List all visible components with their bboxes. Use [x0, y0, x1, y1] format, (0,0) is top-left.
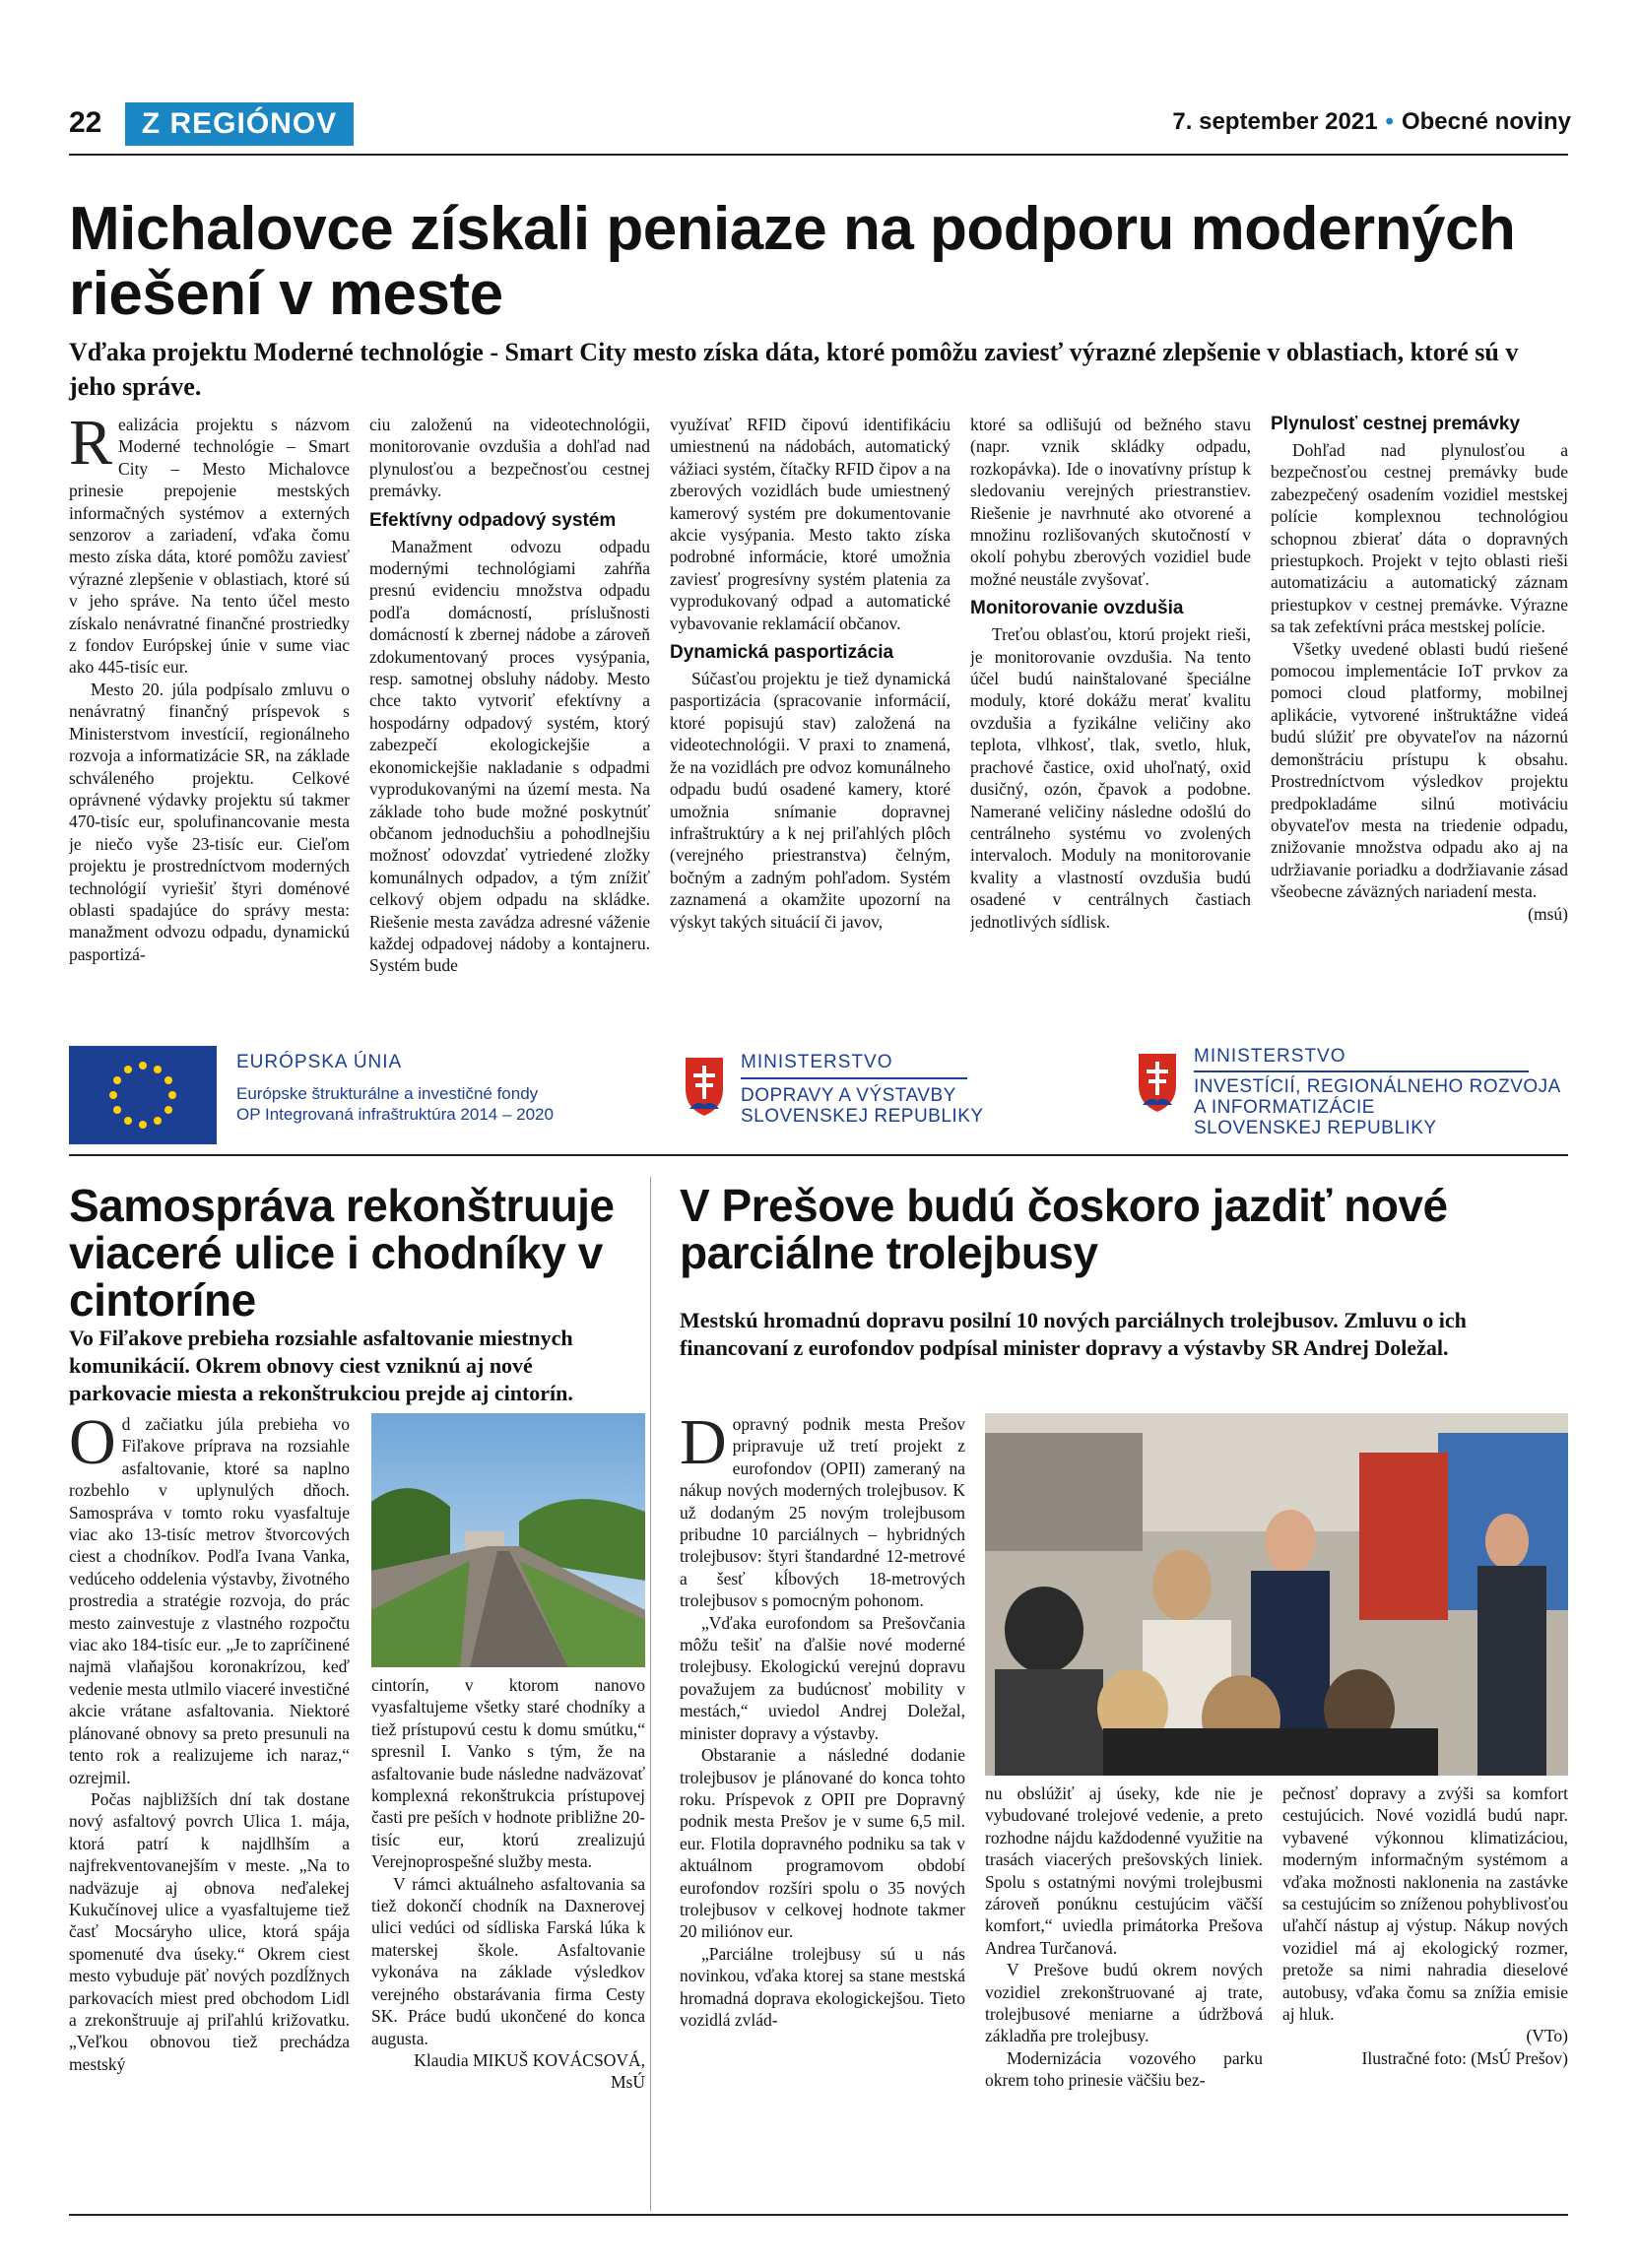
subheading: Monitorovanie ovzdušia — [970, 598, 1184, 619]
issue-info — [1172, 108, 1571, 136]
author-organization: MsÚ — [610, 2072, 645, 2093]
page-number: 22 — [69, 106, 102, 139]
article-1-column-1 — [69, 414, 350, 1044]
eu-title: EURÓPSKA ÚNIA — [236, 1052, 403, 1072]
paragraph: „Parciálne trolejbusy sú u nás novinkou, vďaka ktorej sa stane mestská hromadná doprava ekologickejšou. Tieto vozidlá zvlád- — [680, 1943, 965, 2030]
article-3-column-1 — [680, 1413, 965, 2201]
photo-credit: Ilustračné foto: (MsÚ Prešov) — [1361, 2047, 1568, 2068]
paragraph: d začiatku júla prebieha vo Fiľakove príprava na rozsiahle asfaltovanie, ktoré sa naplno rozbehlo v uplynulých dňoch. Samospráva v tomto roku vyasfaltuje viac ako 13-tisíc metrov štvorcových ciest a chodníkov. Podľa Ivana Vanka, vedúceho oddelenia výstavby, životného prostredia a stratégie rozvoja, do prác mesto zainvestuje z vlastného rozpočtu viac ako 184-tisíc eur. „Je to zapríčinené najmä vlaňajšou koronakrízou, keď vedenie mesta utlmilo viaceré investičné akcie vrátane asfaltovania. Niektoré plánované obnovy sa preto presunuli na tento rok a realizujeme ich naraz,“ ozrejmil. — [69, 1414, 350, 1787]
ministry-line: INVESTÍCIÍ, REGIONÁLNEHO ROZVOJA — [1194, 1076, 1561, 1097]
article-1-column-3 — [670, 414, 951, 1044]
ministry-title: MINISTERSTVO — [1194, 1046, 1346, 1067]
paragraph: „Vďaka eurofondom sa Prešovčania môžu tešiť na ďalšie nové moderné trolejbusy. Ekologickú verejnú dopravu považujem za budúcnosť mobility v mestách,“ uviedol Andrej Doležal, minister dopravy a výstavby. — [680, 1612, 965, 1743]
paragraph: Manažment odvozu odpadu modernými technológiami zahŕňa presnú evidenciu množstva odpadu podľa domácností, príslušnosti domácností k zbernej nádobe a zároveň zdokumentovaný proces vysýpania, resp. samotnej obsluhy nádoby. Mesto chce takto vytvoriť efektívny a hospodárny odpadový systém, ktorý zabezpečí ekologickejšie a ekonomickejšie nakladanie s odpadmi vyprodukovanými na území mesta. Na základe toho bude možné poskytnúť občanom jednoduchšiu a pohodlnejšiu možnosť odovzdať vytriedené zložky komunálnych odpadov, a tým znížiť celkový objem odpadu na skládke. Riešenie mesta zavádza adresné váženie každej odpadovej nádoby a kontajneru. Systém bude — [369, 536, 650, 976]
paragraph: Súčasťou projektu je tiež dynamická pasportizácia (spracovanie informácií, ktoré popisujú stav) založená na videotechnológii. V praxi to znamená, že na vozidlách pre odvoz komunálneho odpadu budú osadené kamery, ktoré umožnia snímanie dopravnej infraštruktúry a k nej priľahlých plôch (verejného priestranstva) čelným, bočným a zadným pohľadom. Systém zaznamená a okamžite upozorní na výskyt takých situácií či javov, — [670, 669, 951, 932]
ministry-rule — [741, 1077, 967, 1079]
paragraph: Modernizácia vozového parku okrem toho prinesie väčšiu bez- — [985, 2047, 1263, 2091]
eu-line: Európske štrukturálne a investičné fondy — [236, 1084, 539, 1103]
slovak-coat-of-arms-icon — [680, 1052, 729, 1121]
ministry-line: A INFORMATIZÁCIE — [1194, 1097, 1375, 1118]
footer-rule — [69, 2214, 1568, 2216]
ministry-transport-logo — [741, 1052, 984, 1127]
paragraph: opravný podnik mesta Prešov pripravuje už tretí projekt z eurofondov (OPII) zameraný na nákup nových moderných trolejbusov. K už dodaným 25 novým trolejbusom pribudne 10 parciálnych – hybridných trolejbusov: štyri štandardné 12-metrové a šesť kĺbových 18-metrových trolejbusov s pomocným pohonom. — [680, 1414, 965, 1611]
paragraph: cintorín, v ktorom nanovo vyasfaltujeme všetky staré chodníky a tiež prístupovú cestu k domu smútku,“ spresnil I. Vanko s tým, že na asfaltovanie bude následne nadväzovať komplexná rekonštrukcia prístupovej časti pre peších v hodnote približne 20-tisíc eur, ktorú zrealizujú Verejnoprospešné služby mesta. — [371, 1675, 645, 1872]
paragraph: ealizácia projektu s názvom Moderné technológie – Smart City – Mesto Michalovce prinesie prepojenie mestských informačných systémov a externých senzorov a zariadení, vďaka čomu mesto získa dáta, ktoré pomôžu zaviesť výrazné zlepšenie v oblastiach, ktoré sú v jeho správe. Na tento účel mesto získalo nenávratné finančné prostriedky z fondov Európskej únie v sume viac ako 445-tisíc eur. — [69, 415, 350, 678]
dropcap: R — [69, 414, 113, 479]
road-construction-photo — [371, 1413, 645, 1667]
article-1-column-2 — [369, 414, 650, 1044]
subheading: Plynulosť cestnej premávky — [1271, 414, 1521, 434]
article-1-title: Michalovce získali peniaze na podporu moderných riešení v meste — [69, 195, 1516, 328]
eu-line: OP Integrovaná infraštruktúra 2014 – 2020 — [236, 1105, 554, 1124]
paragraph: ciu založenú na videotechnológii, monitorovanie ovzdušia a dohľad nad plynulosťou a bezpečnosťou cestnej premávky. — [369, 415, 650, 501]
section-divider — [69, 1154, 1568, 1156]
article-1-lead: Vďaka projektu Moderné technológie - Smart City mesto získa dáta, ktoré pomôžu zaviesť výrazné zlepšenie v oblastiach, ktoré sú v jeho správe. — [69, 338, 1519, 401]
column-divider — [650, 1177, 651, 2211]
paragraph: V Prešove budú okrem nových vozidiel zrekonštruované aj trate, trolejbusové meniarne a údržbová základňa pre trolejbusy. — [985, 1960, 1263, 2046]
article-2-title: Samospráva rekonštruuje viaceré ulice i chodníky v cintoríne — [69, 1180, 615, 1326]
paragraph: využívať RFID čipovú identifikáciu umiestnenú na nádobách, automatický vážiaci systém, čítačky RFID čipov a na zberových vozidlách bude umiestnený kamerový systém pre dokumentovanie akcie vysýpania. Mesto takto získa podrobné informácie, ktoré umožnia zaviesť progresívny systém platenia za vyprodukovaný odpad a automatické vybavovanie reklamácií občanov. — [670, 415, 951, 633]
section-label: Z REGIÓNOV — [125, 102, 354, 146]
subheading: Dynamická pasportizácia — [670, 642, 894, 664]
subheading: Efektívny odpadový systém — [369, 509, 617, 531]
paragraph: nu obslúžiť aj úseky, kde nie je vybudované trolejové vedenie, a preto rozhodne nájdu každodenné využitie na trasách viacerých prešovských liniek. Spolu s ostatnými novými trolejbusmi zároveň ponúknu cestujúcim väčší komfort,“ uviedla primátorka Prešova Andrea Turčanová. — [985, 1783, 1263, 1958]
article-2-column-1 — [69, 1413, 350, 2201]
paragraph: V rámci aktuálneho asfaltovania sa tiež dokončí chodník na Daxnerovej ulici vedúci od sídliska Farská lúka k materskej škole. Asfaltovanie vykonáva na základe výsledkov verejného obstarávania firma Cesty SK. Práce budú ukončené do konca augusta. — [371, 1873, 645, 2048]
paragraph: ktoré sa odlišujú od bežného stavu (napr. vznik skládky odpadu, rozkopávka). Ide o inovatívny prístup k sledovaniu verejných priestranstiev. Riešenie je navrhnuté ako otvorené a množinu rozlišovaných skutočností v okolí pohybu zberových vozidiel bude možné neustále zvyšovať. — [970, 415, 1251, 589]
dropcap: D — [680, 1413, 727, 1478]
ministry-rule — [1194, 1070, 1529, 1072]
signature: (VTo) — [1526, 2026, 1568, 2046]
slovak-coat-of-arms-icon — [1133, 1048, 1182, 1117]
eu-subtitle — [236, 1083, 554, 1125]
dropcap: O — [69, 1413, 116, 1478]
paragraph: Počas najbližších dní tak dostane nový asfaltový povrch Ulica 1. mája, ktorá patrí k najdlhším a najfrekventovanejším v meste. „Na to nadväzuje aj obnova neďalekej Kukučínovej ulice a vyasfaltujeme tiež časť Mocsáryho ulice, ktorá spája spomenuté dva úseky.“ Okrem ciest mesto vybuduje päť nových pozdĺžnych parkovacích miest pred obchodom Lidl a zrekonštruuje aj priľahlú križovatku. „Veľkou obnovou tiež prechádza mestský — [69, 1788, 350, 2074]
ministry-line: SLOVENSKEJ REPUBLIKY — [741, 1106, 984, 1127]
press-conference-photo — [985, 1413, 1568, 1776]
author: Klaudia MIKUŠ KOVÁCSOVÁ, — [414, 2049, 645, 2070]
article-1-column-5 — [1271, 414, 1568, 1044]
eu-flag-logo — [69, 1046, 217, 1144]
signature: (msú) — [1528, 903, 1568, 924]
paragraph: Mesto 20. júla podpísalo zmluvu o nenávratný finančný príspevok s Ministerstvom investícií, regionálneho rozvoja a informatizácie SR, na základe schváleného projektu. Celkové oprávnené výdavky projektu sú takmer 470-tisíc eur, spolufinancovanie mesta je niečo vyše 23-tisíc eur. Cieľom projektu je prostredníctvom moderných technológií vyriešiť štyri doménové oblasti spadajúce do správy mesta: manažment odvozu odpadu, dynamickú pasportizá- — [69, 679, 350, 964]
separator-dot: • — [1385, 108, 1394, 135]
header-rule — [69, 154, 1568, 156]
paragraph: Obstaranie a následné dodanie trolejbusov je plánované do konca tohto roku. Príspevok z OPII pre Dopravný podnik mesta Prešov je v sume 6,5 mil. eur. Flotila dopravného podniku sa tak v aktuálnom programovom období eurofondov rozšíri spolu o 35 nových trolejbusov v celkovej hodnote takmer 20 miliónov eur. — [680, 1745, 965, 1942]
article-3-column-3 — [1282, 1782, 1568, 2206]
ministry-title: MINISTERSTVO — [741, 1052, 893, 1072]
issue-date: 7. september 2021 — [1172, 108, 1378, 135]
ministry-line: SLOVENSKEJ REPUBLIKY — [1194, 1118, 1437, 1138]
article-3-title: V Prešove budú čoskoro jazdiť nové parciálne trolejbusy — [680, 1180, 1448, 1278]
article-2-column-2 — [371, 1674, 645, 2211]
article-3-lead: Mestskú hromadnú dopravu posilní 10 nových parciálnych trolejbusov. Zmluvu o ich financovaní z eurofondov podpísal minister dopravy a výstavby SR Andrej Doležal. — [680, 1308, 1467, 1360]
paragraph: Treťou oblasťou, ktorú projekt rieši, je monitorovanie ovzdušia. Na tento účel budú nainštalované špeciálne moduly, ktoré dokážu merať kvalitu ovzdušia a fyzikálne veličiny ako teplota, vlhkosť, tlak, svetlo, hluk, prachové častice, oxid uhoľnatý, oxid dusičný, ozón, čpavok a podobne. Namerané veličiny následne odošlú do centrálneho systému vo zvolených intervaloch. Moduly na monitorovanie kvality a vlastností ovzdušia budú osadené v centrálnych častiach jednotlivých sídlisk. — [970, 624, 1251, 932]
article-2-lead: Vo Fiľakove prebieha rozsiahle asfaltovanie miestnych komunikácií. Okrem obnovy ciest vzniknú aj nové parkovacie miesta a rekonštrukciou prejde aj cintorín. — [69, 1326, 573, 1405]
article-3-column-2 — [985, 1782, 1263, 2206]
publication-name: Obecné noviny — [1401, 108, 1571, 135]
paragraph: Všetky uvedené oblasti budú riešené pomocou implementácie IoT prvkov za pomoci cloud platformy, mobilnej aplikácie, vytvorené inštruktážne videá budú slúžiť pre obyvateľov na názornú demonštráciu prístupu k obsahu. Prostredníctvom výsledkov projektu predpokladáme silnú motiváciu obyvateľov mesta na triedenie odpadu, znižovanie množstva odpadu ako aj na udržiavanie poriadku a dodržiavanie zásad všeobecne záväzných nariadení mesta. — [1271, 638, 1568, 902]
ministry-line: DOPRAVY A VÝSTAVBY — [741, 1085, 956, 1106]
article-1-column-4 — [970, 414, 1251, 1044]
paragraph: Dohľad nad plynulosťou a bezpečnosťou cestnej premávky bude zabezpečený osadením vozidiel mestskej polície komplexnou technológiou schopnou zbierať dáta o dopravných priestupkoch. Projekt v tejto oblasti rieši automatizáciu a automatický záznam priestupkov v cestnej premávke. Výrazne sa tak zefektívni práca mestskej polície. — [1271, 440, 1568, 637]
ministry-investments-logo — [1194, 1046, 1561, 1138]
paragraph: pečnosť dopravy a zvýši sa komfort cestujúcich. Nové vozidlá budú napr. vybavené výkonnou klimatizáciou, moderným informačným systémom a vďaka možnosti naklonenia na zastávke sa cestujúcim so zníženou pohyblivosťou uľahčí nástup aj výstup. Nákup nových vozidiel má aj ekologický rozmer, pretože sa nimi nahradia dieselové autobusy, vďaka čomu sa znížia emisie aj hluk. — [1282, 1783, 1568, 2025]
